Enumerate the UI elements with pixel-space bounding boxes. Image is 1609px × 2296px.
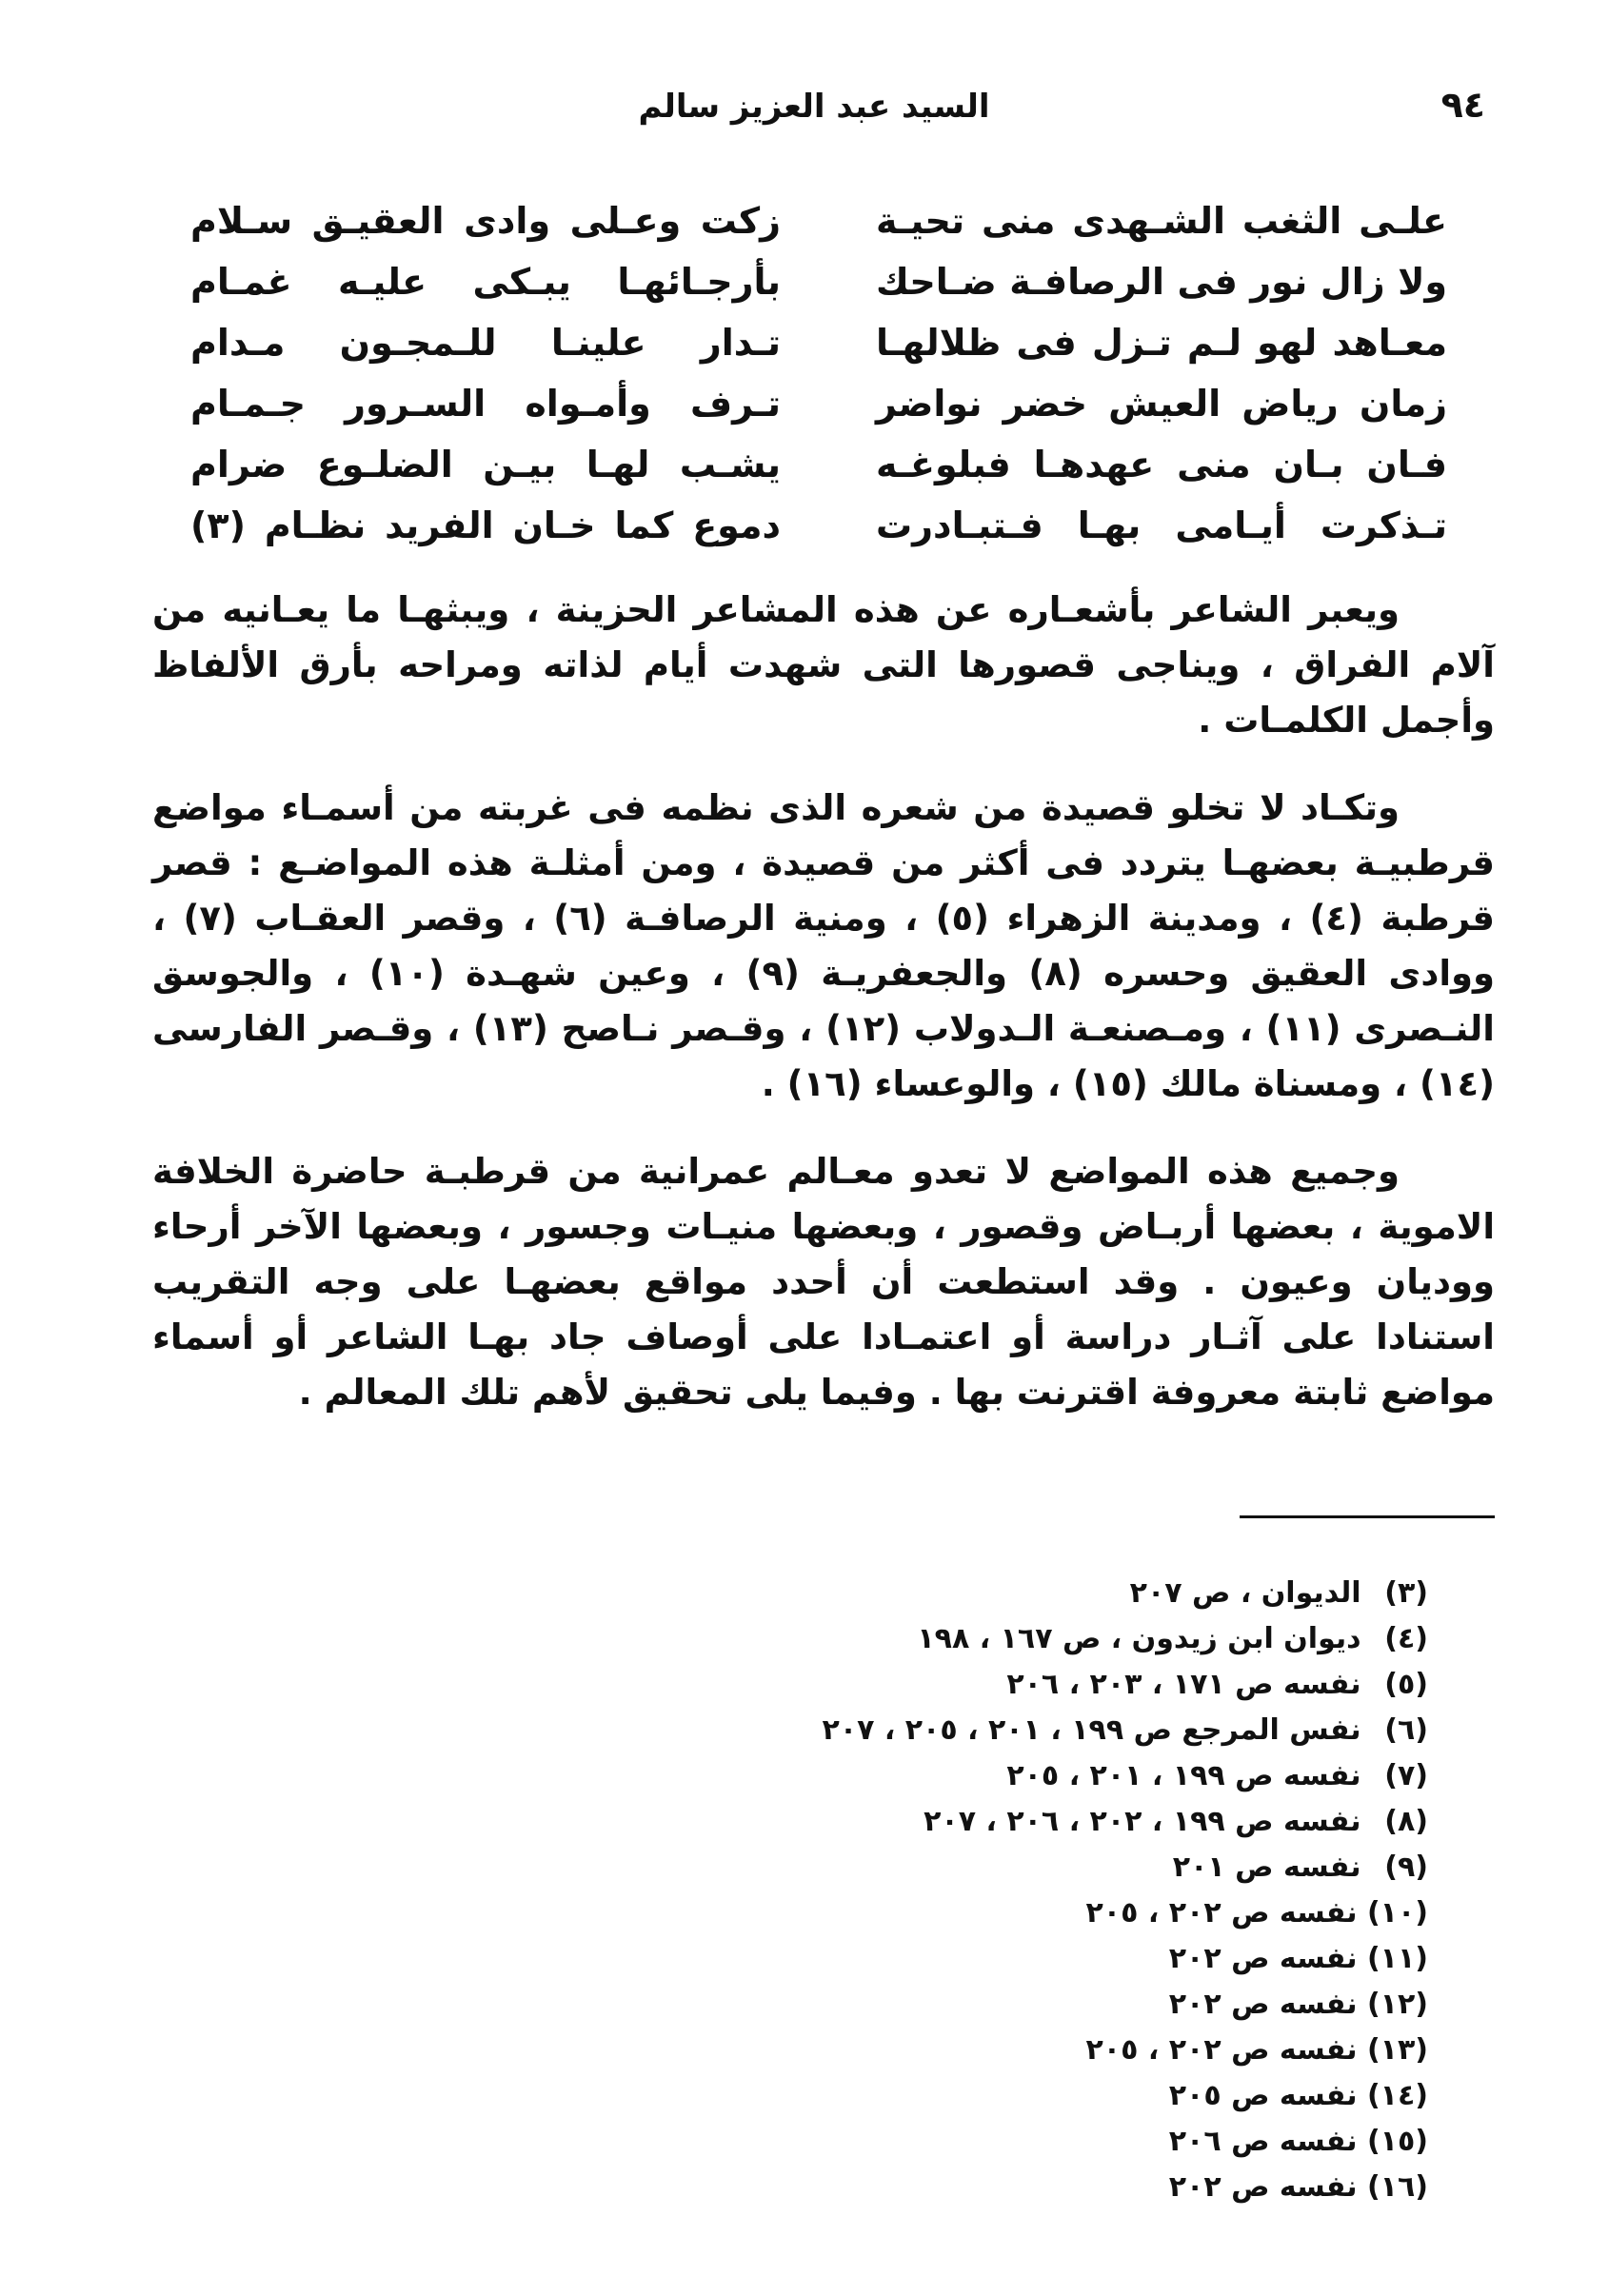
footnote-text: نفسه ص ١٩٩ ، ٢٠٢ ، ٢٠٦ ، ٢٠٧ bbox=[924, 1805, 1361, 1838]
body-text bbox=[152, 583, 1495, 1453]
footnote-text: نفسه ص ٢٠٢ bbox=[1168, 1988, 1358, 2021]
footnote-number: (٦) bbox=[1384, 1713, 1428, 1747]
verse-line bbox=[190, 434, 1447, 495]
running-head: السيد عبد العزيز سالم bbox=[638, 88, 990, 126]
footnote bbox=[724, 1662, 1428, 1708]
footnote bbox=[724, 1982, 1428, 2028]
footnote-text: نفسه ص ٢٠٦ bbox=[1168, 2125, 1358, 2158]
paragraph: ويعبر الشاعر بأشعـاره عن هذه المشاعر الحزينة ، ويبثهـا ما يعـانيه من آلام الفراق ، ويناجى قصورها التى شهدت أيام لذاته ومراحه بأرق الألفاظ وأجمل الكلمـات . bbox=[152, 589, 1495, 741]
footnote-number: (١٤) bbox=[1366, 2079, 1428, 2112]
footnote-text: نفسه ص ٢٠٢ bbox=[1168, 2170, 1358, 2204]
footnote-number: (٧) bbox=[1384, 1759, 1428, 1792]
footnote bbox=[724, 1845, 1428, 1890]
first-hemistich: ولا زال نور فى الرصافـة ضـاحك bbox=[876, 261, 1447, 303]
footnote-number: (١١) bbox=[1366, 1942, 1428, 1975]
first-hemistich: زمان رياض العيش خضر نواضر bbox=[876, 383, 1447, 425]
second-hemistich: تـرف وأمـواه السـرور جـمـام bbox=[190, 383, 781, 425]
footnote-text: نفسه ص ١٧١ ، ٢٠٣ ، ٢٠٦ bbox=[1006, 1668, 1361, 1701]
footnote bbox=[724, 1936, 1428, 1982]
verse-line bbox=[190, 190, 1447, 251]
first-hemistich: تـذكرت أيـامى بهـا فـتبـادرت bbox=[876, 505, 1447, 546]
footnote-number: (١٦) bbox=[1366, 2170, 1428, 2204]
footnote-separator bbox=[1240, 1515, 1495, 1518]
footnote-text: ديوان ابن زيدون ، ص ١٦٧ ، ١٩٨ bbox=[917, 1622, 1361, 1655]
verse-line bbox=[190, 373, 1447, 434]
footnote-text: نفسه ص ٢٠١ bbox=[1172, 1851, 1361, 1884]
footnote-text: نفسه ص ٢٠٥ bbox=[1168, 2079, 1358, 2112]
poem bbox=[190, 190, 1447, 556]
footnote-text: نفسه ص ١٩٩ ، ٢٠١ ، ٢٠٥ bbox=[1006, 1759, 1361, 1792]
second-hemistich: زكت وعـلى وادى العقيـق سـلام bbox=[190, 200, 781, 242]
footnote bbox=[724, 1890, 1428, 1936]
page-header bbox=[143, 84, 1485, 150]
footnote-number: (١٢) bbox=[1366, 1988, 1428, 2021]
footnote-text: نفسه ص ٢٠٢ ، ٢٠٥ bbox=[1085, 2033, 1358, 2067]
footnotes bbox=[724, 1571, 1428, 2210]
first-hemistich: معـاهد لهو لـم تـزل فى ظلالهـا bbox=[876, 322, 1447, 364]
verse-line bbox=[190, 312, 1447, 373]
footnote-text: نفس المرجع ص ١٩٩ ، ٢٠١ ، ٢٠٥ ، ٢٠٧ bbox=[822, 1713, 1361, 1747]
verse-line bbox=[190, 251, 1447, 312]
page-number: ٩٤ bbox=[1440, 84, 1485, 126]
second-hemistich: دموع كما خـان الفريد نظـام (٣) bbox=[190, 505, 781, 546]
paragraph: وجميع هذه المواضع لا تعدو معـالم عمرانية من قرطبـة حاضرة الخلافة الاموية ، بعضها أربـاض وقصور ، وبعضها منيـات وجسور ، وبعضها الآخر أرحاء ووديان وعيون . وقد استطعت أن أحدد مواقع بعضهـا على وجه التقريب استنادا على آثـار دراسة أو اعتمـادا على أوصاف جاد بهـا الشاعر أو أسماء مواضع ثابتة معروفة اقترنت بها . وفيما يلى تحقيق لأهم تلك المعالم . bbox=[152, 1151, 1495, 1413]
footnote bbox=[724, 1708, 1428, 1753]
footnote-text: الديوان ، ص ٢٠٧ bbox=[1129, 1576, 1361, 1610]
footnote bbox=[724, 2073, 1428, 2119]
footnote bbox=[724, 1799, 1428, 1845]
second-hemistich: بأرجـائهـا يبـكى عليـه غمـام bbox=[190, 261, 781, 303]
paragraph: وتكـاد لا تخلو قصيدة من شعره الذى نظمه فى غربته من أسمـاء مواضع قرطبيـة بعضهـا يتردد فى أكثر من قصيدة ، ومن أمثلـة هذه المواضـع : قصر قرطبة (٤) ، ومدينة الزهراء (٥) ، ومنية الرصافـة (٦) ، وقصر العقـاب (٧) ، ووادى العقيق وحسره (٨) والجعفريـة (٩) ، وعين شهـدة (١٠) ، والجوسق النـصرى (١١) ، ومـصنعـة الـدولاب (١٢) ، وقـصر نـاصح (١٣) ، وقـصر الفارسى (١٤) ، ومسناة مالك (١٥) ، والوعساء (١٦) . bbox=[152, 787, 1495, 1104]
footnote-number: (٤) bbox=[1384, 1622, 1428, 1655]
footnote bbox=[724, 2119, 1428, 2165]
first-hemistich: علـى الثغب الشـهدى منى تحيـة bbox=[876, 200, 1447, 242]
footnote-number: (٨) bbox=[1384, 1805, 1428, 1838]
footnote-number: (١٣) bbox=[1366, 2033, 1428, 2067]
footnote bbox=[724, 1616, 1428, 1662]
second-hemistich: تـدار علينـا للـمجـون مـدام bbox=[190, 322, 781, 364]
footnote-number: (١٠) bbox=[1366, 1896, 1428, 1930]
footnote bbox=[724, 2165, 1428, 2210]
verse-line bbox=[190, 495, 1447, 556]
footnote bbox=[724, 1571, 1428, 1616]
footnote-text: نفسه ص ٢٠٢ bbox=[1168, 1942, 1358, 1975]
footnote bbox=[724, 1753, 1428, 1799]
second-hemistich: يشـب لهـا بيـن الضلـوع ضرام bbox=[190, 444, 781, 485]
footnote-number: (٥) bbox=[1384, 1668, 1428, 1701]
footnote-number: (١٥) bbox=[1366, 2125, 1428, 2158]
footnote-number: (٩) bbox=[1384, 1851, 1428, 1884]
footnote bbox=[724, 2028, 1428, 2073]
first-hemistich: فـان بـان منى عهدهـا فبلوغـه bbox=[876, 444, 1447, 485]
footnote-number: (٣) bbox=[1384, 1576, 1428, 1610]
footnote-text: نفسه ص ٢٠٢ ، ٢٠٥ bbox=[1085, 1896, 1358, 1930]
